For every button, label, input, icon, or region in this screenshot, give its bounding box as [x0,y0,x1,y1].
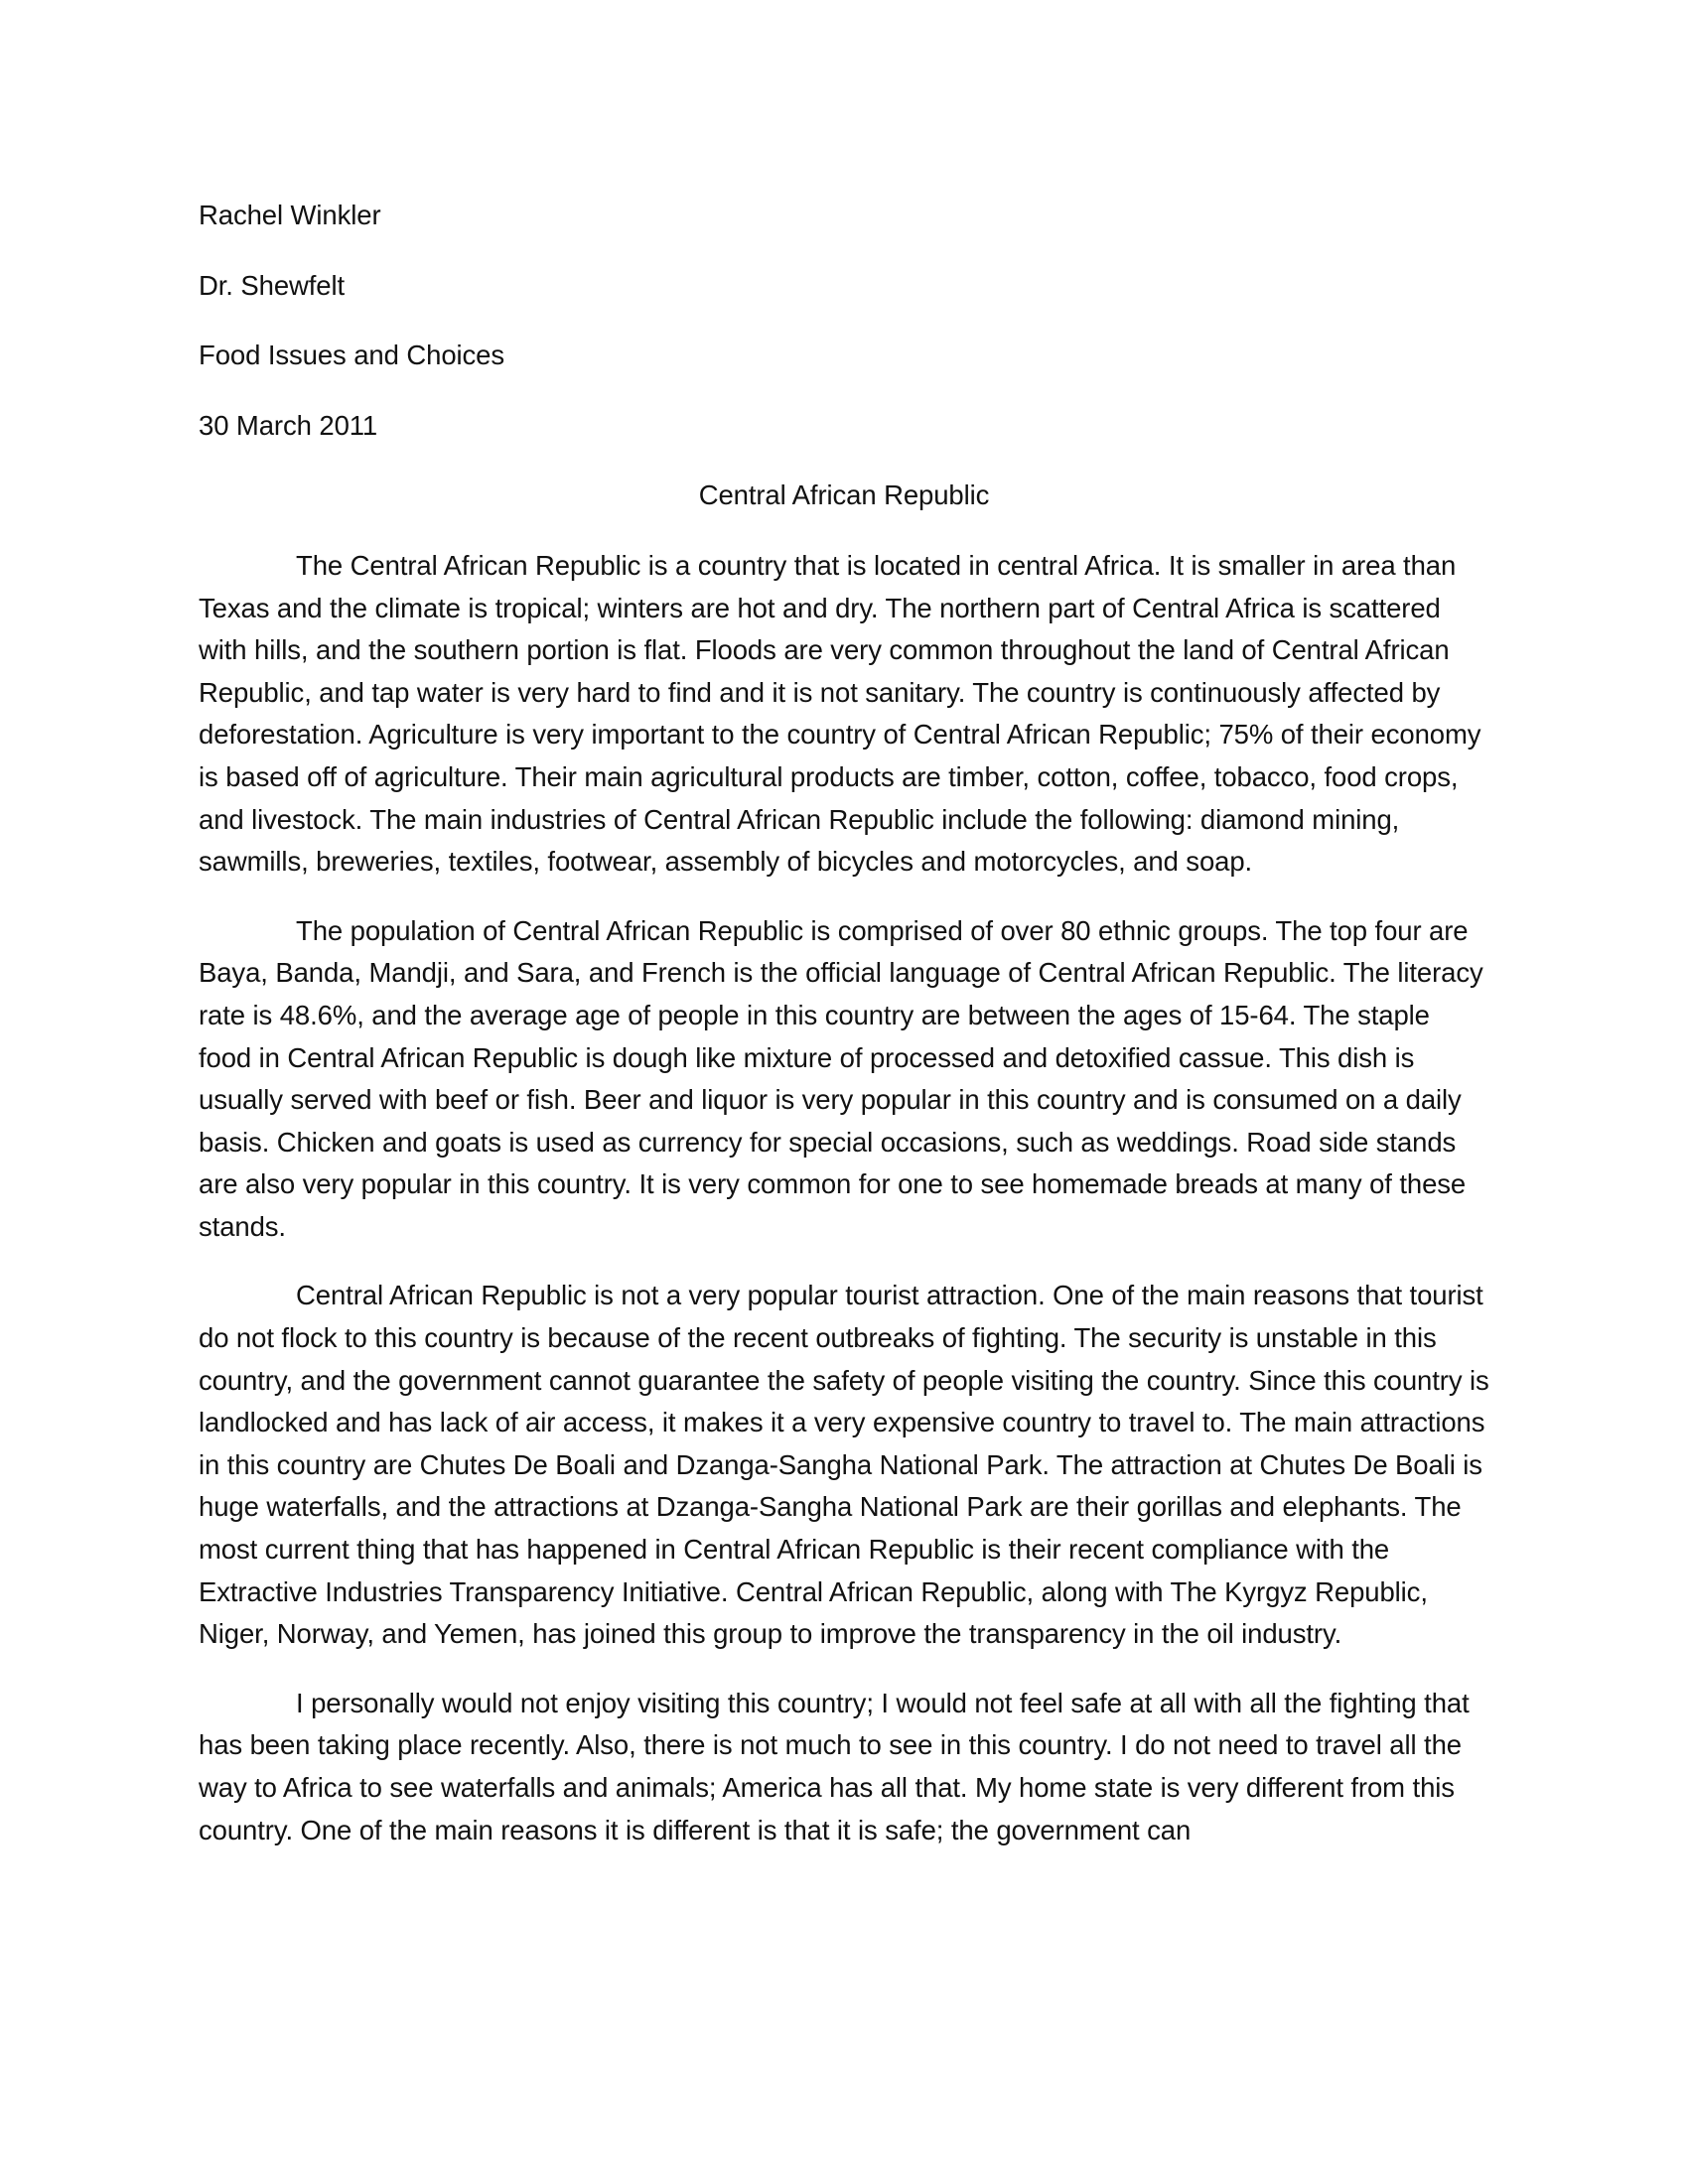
course-name: Food Issues and Choices [199,340,505,371]
body-paragraph-4: I personally would not enjoy visiting this country; I would not feel safe at all with all the fighting that has been taking place recently. Also, there is not much to see in this country. I do not need to travel all the way to Africa to see waterfalls and animals; America has all that. My home state is very different from this country. One of the main reasons it is different is that it is safe; the government can [199,1687,1470,1845]
body-paragraph-3: Central African Republic is not a very popular tourist attraction. One of the main reasons that tourist do not flock to this country is because of the recent outbreaks of fighting. The security is unstable in this country, and the government cannot guarantee the safety of people visiting the country. Since this country is landlocked and has lack of air access, it makes it a very expensive country to travel to. The main attractions in this country are Chutes De Boali and Dzanga-Sangha National Park. The attraction at Chutes De Boali is huge waterfalls, and the attractions at Dzanga-Sangha National Park are their gorillas and elephants. The most current thing that has happened in Central African Republic is their recent compliance with the Extractive Industries Transparency Initiative. Central African Republic, along with The Kyrgyz Republic, Niger, Norway, and Yemen, has joined this group to improve the transparency in the oil industry. [199,1280,1489,1650]
body-paragraph-1: The Central African Republic is a country that is located in central Africa. It is smaller in area than Texas and the climate is tropical; winters are hot and dry. The northern part of Central Africa is scattered with hills, and the southern portion is flat. Floods are very common throughout the land of Central African Republic, and tap water is very hard to find and it is not sanitary. The country is continuously affected by deforestation. Agriculture is very important to the country of Central African Republic; 75% of their economy is based off of agriculture. Their main agricultural products are timber, cotton, coffee, tobacco, food crops, and livestock. The main industries of Central African Republic include the following: diamond mining, sawmills, breweries, textiles, footwear, assembly of bicycles and motorcycles, and soap. [199,549,1481,878]
document-page [199,195,1489,1878]
document-date: 30 March 2011 [199,409,378,441]
author-name: Rachel Winkler [199,200,381,230]
body-paragraph-2: The population of Central African Republic is comprised of over 80 ethnic groups. The top four are Baya, Banda, Mandji, and Sara, and French is the official language of Central African Republic. The literacy rate is 48.6%, and the average age of people in this country are between the ages of 15-64. The staple food in Central African Republic is dough like mixture of processed and detoxified cassue. This dish is usually served with beef or fish. Beer and liquor is very popular in this country and is consumed on a daily basis. Chicken and goats is used as currency for special occasions, such as weddings. Road side stands are also very popular in this country. It is very common for one to see homemade breads at many of these stands. [199,914,1483,1242]
instructor-name: Dr. Shewfelt [199,269,346,301]
document-title: Central African Republic [698,479,990,511]
